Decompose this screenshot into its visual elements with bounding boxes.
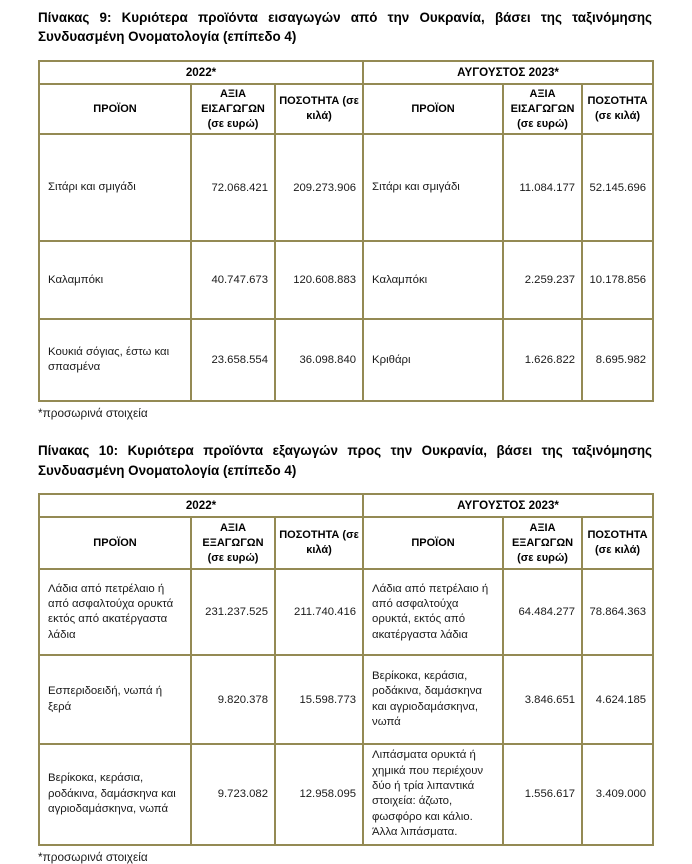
table10-col-value-2022: ΑΞΙΑ ΕΞΑΓΩΓΩΝ (σε ευρώ) (191, 517, 275, 569)
table10-col-quantity-2022: ΠΟΣΟΤΗΤΑ (σε κιλά) (275, 517, 363, 569)
quantity-cell: 36.098.840 (275, 319, 363, 401)
product-cell: Καλαμπόκι (363, 241, 503, 319)
table9-row-3 (39, 319, 653, 401)
quantity-cell: 78.864.363 (582, 569, 653, 655)
quantity-cell: 12.958.095 (275, 744, 363, 844)
product-cell: Κουκιά σόγιας, έστω και σπασμένα (39, 319, 191, 401)
table9-footnote: *προσωρινά στοιχεία (38, 406, 148, 421)
table9-col-product-2023: ΠΡΟΪΟΝ (363, 84, 503, 135)
quantity-cell: 52.145.696 (582, 134, 653, 241)
table9-title: Πίνακας 9: Κυριότερα προϊόντα εισαγωγών από την Ουκρανία, βάσει της ταξινόμησης Συνδυασμένη Ονοματολογία (επίπεδο 4) (38, 10, 652, 45)
table10-header-row (39, 517, 653, 569)
product-cell: Βερίκοκα, κεράσια, ροδάκινα, δαμάσκηνα και αγριοδαμάσκηνα, νωπά (363, 655, 503, 744)
quantity-cell: 209.273.906 (275, 134, 363, 241)
table10-exports (38, 493, 654, 845)
quantity-cell: 10.178.856 (582, 241, 653, 319)
table9-row-1 (39, 134, 653, 241)
table9-col-quantity-2023: ΠΟΣΟΤΗΤΑ (σε κιλά) (582, 84, 653, 135)
value-cell: 3.846.651 (503, 655, 582, 744)
table10-col-quantity-2023: ΠΟΣΟΤΗΤΑ (σε κιλά) (582, 517, 653, 569)
value-cell: 9.820.378 (191, 655, 275, 744)
quantity-cell: 4.624.185 (582, 655, 653, 744)
table9-col-quantity-2022: ΠΟΣΟΤΗΤΑ (σε κιλά) (275, 84, 363, 135)
product-cell: Καλαμπόκι (39, 241, 191, 319)
value-cell: 40.747.673 (191, 241, 275, 319)
table10-col-product-2022: ΠΡΟΪΟΝ (39, 517, 191, 569)
table10-title: Πίνακας 10: Κυριότερα προϊόντα εξαγωγών προς την Ουκρανία, βάσει της ταξινόμησης Συνδυασμένη Ονοματολογία (επίπεδο 4) (38, 443, 652, 478)
table9-row-2 (39, 241, 653, 319)
quantity-cell: 211.740.416 (275, 569, 363, 655)
quantity-cell: 15.598.773 (275, 655, 363, 744)
table9-group-2022: 2022* (39, 61, 363, 84)
value-cell: 72.068.421 (191, 134, 275, 241)
product-cell: Λιπάσματα ορυκτά ή χημικά που περιέχουν δύο ή τρία λιπαντικά στοιχεία: άζωτο, φωσφόρο και κάλιο. Άλλα λιπάσματα. (363, 744, 503, 844)
table10-col-value-2023: ΑΞΙΑ ΕΞΑΓΩΓΩΝ (σε ευρώ) (503, 517, 582, 569)
table9-year-group-row (39, 61, 653, 84)
value-cell: 11.084.177 (503, 134, 582, 241)
table10-footnote: *προσωρινά στοιχεία (38, 849, 148, 864)
product-cell: Σιτάρι και σμιγάδι (363, 134, 503, 241)
table9-header-row (39, 84, 653, 135)
value-cell: 1.556.617 (503, 744, 582, 844)
table10-group-2022: 2022* (39, 494, 363, 517)
value-cell: 2.259.237 (503, 241, 582, 319)
table10-col-product-2023: ΠΡΟΪΟΝ (363, 517, 503, 569)
quantity-cell: 120.608.883 (275, 241, 363, 319)
table10-group-aug-2023: ΑΥΓΟΥΣΤΟΣ 2023* (363, 494, 653, 517)
table10-row-2 (39, 655, 653, 744)
value-cell: 23.658.554 (191, 319, 275, 401)
value-cell: 1.626.822 (503, 319, 582, 401)
product-cell: Εσπεριδοειδή, νωπά ή ξερά (39, 655, 191, 744)
table9-col-value-2023: ΑΞΙΑ ΕΙΣΑΓΩΓΩΝ (σε ευρώ) (503, 84, 582, 135)
table10-year-group-row (39, 494, 653, 517)
product-cell: Κριθάρι (363, 319, 503, 401)
product-cell: Λάδια από πετρέλαιο ή από ασφαλτούχα ορυκτά, εκτός από ακατέργαστα λάδια (363, 569, 503, 655)
value-cell: 64.484.277 (503, 569, 582, 655)
product-cell: Σιτάρι και σμιγάδι (39, 134, 191, 241)
quantity-cell: 8.695.982 (582, 319, 653, 401)
product-cell: Βερίκοκα, κεράσια, ροδάκινα, δαμάσκηνα και αγριοδαμάσκηνα, νωπά (39, 744, 191, 844)
table9-group-aug-2023: ΑΥΓΟΥΣΤΟΣ 2023* (363, 61, 653, 84)
product-cell: Λάδια από πετρέλαιο ή από ασφαλτούχα ορυκτά εκτός από ακατέργαστα λάδια (39, 569, 191, 655)
table9-col-product-2022: ΠΡΟΪΟΝ (39, 84, 191, 135)
table10-row-1 (39, 569, 653, 655)
value-cell: 9.723.082 (191, 744, 275, 844)
table9-imports (38, 60, 654, 403)
value-cell: 231.237.525 (191, 569, 275, 655)
table9-col-value-2022: ΑΞΙΑ ΕΙΣΑΓΩΓΩΝ (σε ευρώ) (191, 84, 275, 135)
table10-row-3 (39, 744, 653, 844)
quantity-cell: 3.409.000 (582, 744, 653, 844)
